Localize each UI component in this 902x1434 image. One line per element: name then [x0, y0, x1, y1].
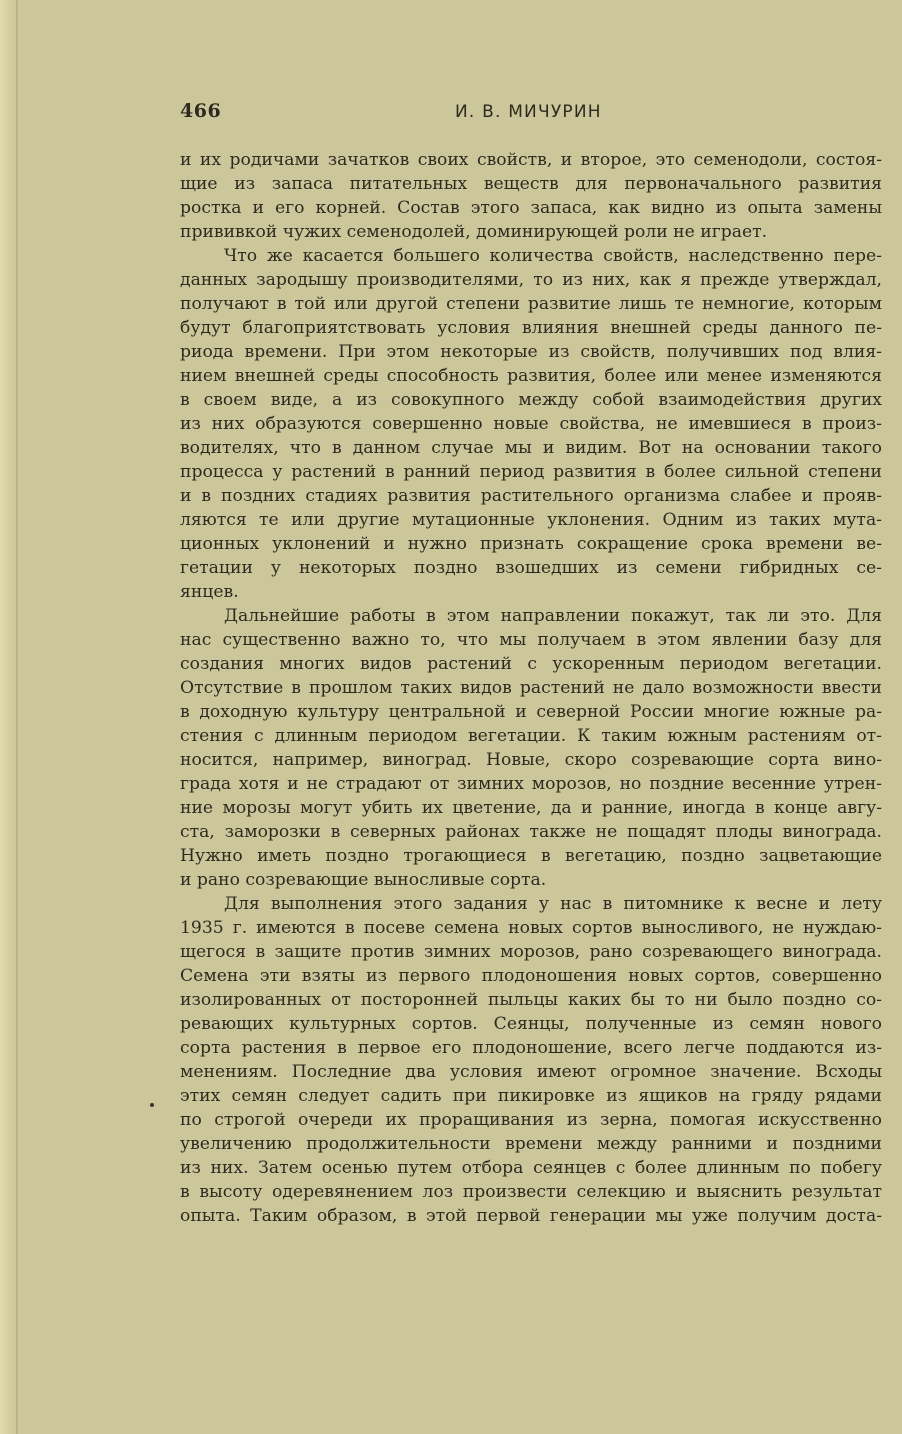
text-line: получают в той или другой степени развитие лишь те немногие, которым [180, 294, 882, 314]
text-line: града хотя и не страдают от зимних морозов, но поздние весенние утрен- [180, 774, 882, 794]
text-line: риода времени. При этом некоторые из свойств, получивших под влия- [180, 342, 882, 362]
text-line: из них образуются совершенно новые свойства, не имевшиеся в произ- [180, 414, 882, 434]
page-header [180, 100, 882, 130]
text-line: 1935 г. имеются в посеве семена новых сортов выносливого, не нуждаю- [180, 918, 882, 938]
text-line: Семена эти взяты из первого плодоношения новых сортов, совершенно [180, 966, 882, 986]
text-line: Нужно иметь поздно трогающиеся в вегетацию, поздно зацветающие [180, 846, 882, 866]
text-line: нас существенно важно то, что мы получаем в этом явлении базу для [180, 630, 882, 650]
text-line: будут благоприятствовать условия влияния внешней среды данного пе- [180, 318, 882, 338]
text-line: из них. Затем осенью путем отбора сеянцев с более длинным по побегу [180, 1158, 882, 1178]
text-line: опыта. Таким образом, в этой первой генерации мы уже получим доста- [180, 1206, 882, 1226]
print-speck [150, 1103, 154, 1107]
text-line: менениям. Последние два условия имеют огромное значение. Всходы [180, 1062, 882, 1082]
text-line: увеличению продолжительности времени между ранними и поздними [180, 1134, 882, 1154]
text-line: ние морозы могут убить их цветение, да и ранние, иногда в конце авгу- [180, 798, 882, 818]
text-line: в доходную культуру центральной и северной России многие южные ра- [180, 702, 882, 722]
text-line: нием внешней среды способность развития, более или менее изменяются [180, 366, 882, 386]
text-line: и в поздних стадиях развития растительного организма слабее и прояв- [180, 486, 882, 506]
page-gutter-edge [16, 0, 18, 1434]
text-line: этих семян следует садить при пикировке из ящиков на гряду рядами [180, 1086, 882, 1106]
text-line: ционных уклонений и нужно признать сокращение срока времени ве- [180, 534, 882, 554]
paragraph-first-line: Дальнейшие работы в этом направлении покажут, так ли это. Для [224, 606, 882, 626]
text-line: и рано созревающие выносливые сорта. [180, 870, 547, 890]
text-line: создания многих видов растений с ускоренным периодом вегетации. [180, 654, 882, 674]
text-line: ста, заморозки в северных районах также не пощадят плоды винограда. [180, 822, 882, 842]
text-line: и их родичами зачатков своих свойств, и второе, это семенодоли, состоя- [180, 150, 882, 170]
text-line: ростка и его корней. Состав этого запаса, как видно из опыта замены [180, 198, 882, 218]
page-number: 466 [180, 100, 222, 122]
text-line: по строгой очереди их проращивания из зерна, помогая искусственно [180, 1110, 882, 1130]
text-line: в своем виде, а из совокупного между собой взаимодействия других [180, 390, 882, 410]
text-line: Отсутствие в прошлом таких видов растений не дало возможности ввести [180, 678, 882, 698]
text-line: изолированных от посторонней пыльцы каких бы то ни было поздно со- [180, 990, 882, 1010]
text-line: сорта растения в первое его плодоношение, всего легче поддаются из- [180, 1038, 882, 1058]
paragraph-first-line: Для выполнения этого задания у нас в питомнике к весне и лету [224, 894, 882, 914]
text-line: данных зародышу производителями, то из них, как я прежде утверждал, [180, 270, 882, 290]
body-text [180, 148, 882, 1228]
text-line: в высоту одеревянением лоз произвести селекцию и выяснить результат [180, 1182, 882, 1202]
text-line: носится, например, виноград. Новые, скоро созревающие сорта вино- [180, 750, 882, 770]
running-head: И. В. МИЧУРИН [455, 102, 602, 122]
text-line: ляются те или другие мутационные уклонения. Одним из таких мута- [180, 510, 882, 530]
text-line: водителях, что в данном случае мы и видим. Вот на основании такого [180, 438, 882, 458]
text-line: гетации у некоторых поздно взошедших из семени гибридных се- [180, 558, 882, 578]
text-line: стения с длинным периодом вегетации. К таким южным растениям от- [180, 726, 882, 746]
text-line: янцев. [180, 582, 239, 602]
paragraph-first-line: Что же касается большего количества свойств, наследственно пере- [224, 246, 882, 266]
text-line: щие из запаса питательных веществ для первоначального развития [180, 174, 882, 194]
text-line: ревающих культурных сортов. Сеянцы, полученные из семян нового [180, 1014, 882, 1034]
text-line: щегося в защите против зимних морозов, рано созревающего винограда. [180, 942, 882, 962]
text-line: процесса у растений в ранний период развития в более сильной степени [180, 462, 882, 482]
text-line: прививкой чужих семенодолей, доминирующей роли не играет. [180, 222, 768, 242]
